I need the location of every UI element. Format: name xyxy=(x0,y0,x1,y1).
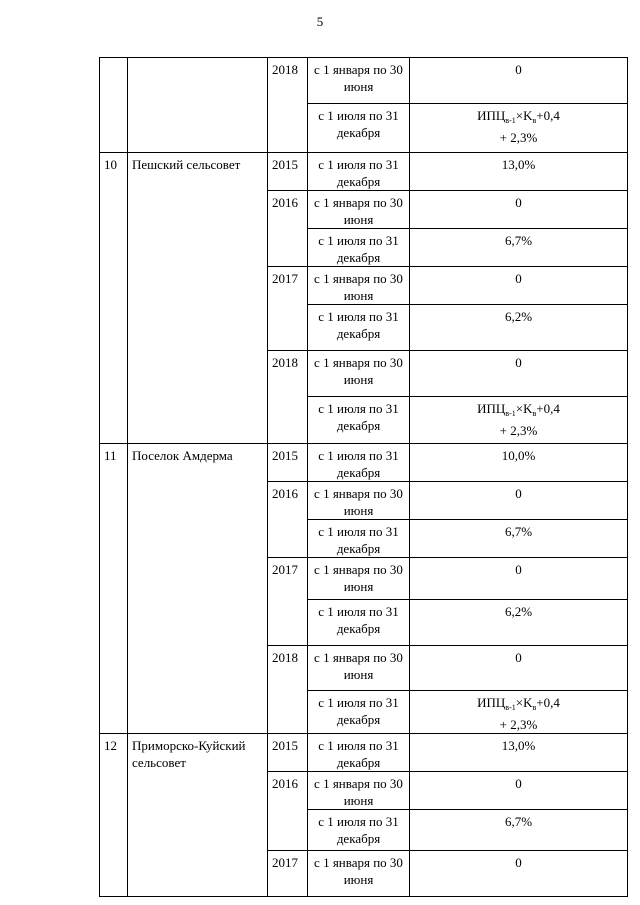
formula-part: ИПЦ xyxy=(477,108,506,123)
rate-cell: 0 xyxy=(410,851,628,897)
rate-formula xyxy=(414,400,623,439)
rate-cell: 6,7% xyxy=(410,520,628,558)
year-cell: 2017 xyxy=(268,558,308,646)
period-cell: с 1 января по 30 июня xyxy=(308,558,410,600)
rate-formula-cell xyxy=(410,691,628,734)
formula-line-2: + 2,3% xyxy=(499,423,538,438)
rate-cell: 0 xyxy=(410,191,628,229)
table-row xyxy=(100,734,628,772)
year-cell: 2017 xyxy=(268,851,308,897)
rate-cell: 0 xyxy=(410,482,628,520)
year-cell: 2017 xyxy=(268,267,308,351)
period-cell: с 1 июля по 31 декабря xyxy=(308,444,410,482)
rate-cell: 6,7% xyxy=(410,229,628,267)
rate-cell: 6,7% xyxy=(410,810,628,851)
period-cell: с 1 января по 30 июня xyxy=(308,351,410,397)
period-cell: с 1 июля по 31 декабря xyxy=(308,810,410,851)
period-cell: с 1 июля по 31 декабря xyxy=(308,397,410,444)
formula-part: ×K xyxy=(515,695,533,710)
row-number: 11 xyxy=(100,444,128,734)
formula-part: ИПЦ xyxy=(477,401,506,416)
year-cell: 2016 xyxy=(268,482,308,558)
municipality-name xyxy=(128,58,268,153)
period-cell: с 1 января по 30 июня xyxy=(308,58,410,104)
formula-part: +0,4 xyxy=(536,695,560,710)
rate-cell: 13,0% xyxy=(410,734,628,772)
tariff-table xyxy=(99,57,628,897)
period-cell: с 1 июля по 31 декабря xyxy=(308,153,410,191)
period-cell: с 1 января по 30 июня xyxy=(308,191,410,229)
formula-part: ×K xyxy=(515,401,533,416)
table-row xyxy=(100,58,628,104)
row-number xyxy=(100,58,128,153)
formula-part: в xyxy=(532,703,537,712)
year-cell: 2015 xyxy=(268,444,308,482)
year-cell: 2015 xyxy=(268,153,308,191)
rate-cell: 0 xyxy=(410,772,628,810)
period-cell: с 1 июля по 31 декабря xyxy=(308,229,410,267)
year-cell: 2018 xyxy=(268,58,308,153)
rate-cell: 6,2% xyxy=(410,600,628,646)
page-number: 5 xyxy=(316,14,324,29)
rate-cell: 0 xyxy=(410,267,628,305)
period-cell: с 1 января по 30 июня xyxy=(308,851,410,897)
formula-part: в-1 xyxy=(505,116,516,125)
formula-part: в xyxy=(532,409,537,418)
rate-cell: 0 xyxy=(410,58,628,104)
municipality-name: Приморско-Куйский сельсовет xyxy=(128,734,268,897)
rate-formula-cell xyxy=(410,397,628,444)
table-row xyxy=(100,153,628,191)
formula-part: +0,4 xyxy=(536,108,560,123)
formula-part: ×K xyxy=(515,108,533,123)
municipality-name: Пешский сельсовет xyxy=(128,153,268,444)
year-cell: 2015 xyxy=(268,734,308,772)
period-cell: с 1 января по 30 июня xyxy=(308,646,410,691)
formula-part: в xyxy=(532,116,537,125)
formula-part: +0,4 xyxy=(536,401,560,416)
row-number: 12 xyxy=(100,734,128,897)
year-cell: 2016 xyxy=(268,772,308,851)
period-cell: с 1 января по 30 июня xyxy=(308,772,410,810)
period-cell: с 1 июля по 31 декабря xyxy=(308,600,410,646)
formula-line-2: + 2,3% xyxy=(499,717,538,732)
rate-cell: 0 xyxy=(410,351,628,397)
rate-cell: 0 xyxy=(410,558,628,600)
formula-part: в-1 xyxy=(505,409,516,418)
period-cell: с 1 июля по 31 декабря xyxy=(308,520,410,558)
formula-line-2: + 2,3% xyxy=(499,130,538,145)
rate-formula xyxy=(414,107,623,146)
period-cell: с 1 июля по 31 декабря xyxy=(308,691,410,734)
rate-cell: 13,0% xyxy=(410,153,628,191)
period-cell: с 1 июля по 31 декабря xyxy=(308,104,410,153)
rate-cell: 10,0% xyxy=(410,444,628,482)
rate-formula-cell xyxy=(410,104,628,153)
formula-part: в-1 xyxy=(505,703,516,712)
rate-formula xyxy=(414,694,623,733)
period-cell: с 1 июля по 31 декабря xyxy=(308,734,410,772)
period-cell: с 1 июля по 31 декабря xyxy=(308,305,410,351)
year-cell: 2018 xyxy=(268,351,308,444)
period-cell: с 1 января по 30 июня xyxy=(308,482,410,520)
municipality-name: Поселок Амдерма xyxy=(128,444,268,734)
year-cell: 2018 xyxy=(268,646,308,734)
period-cell: с 1 января по 30 июня xyxy=(308,267,410,305)
table-row xyxy=(100,444,628,482)
rate-cell: 6,2% xyxy=(410,305,628,351)
year-cell: 2016 xyxy=(268,191,308,267)
row-number: 10 xyxy=(100,153,128,444)
formula-part: ИПЦ xyxy=(477,695,506,710)
rate-cell: 0 xyxy=(410,646,628,691)
